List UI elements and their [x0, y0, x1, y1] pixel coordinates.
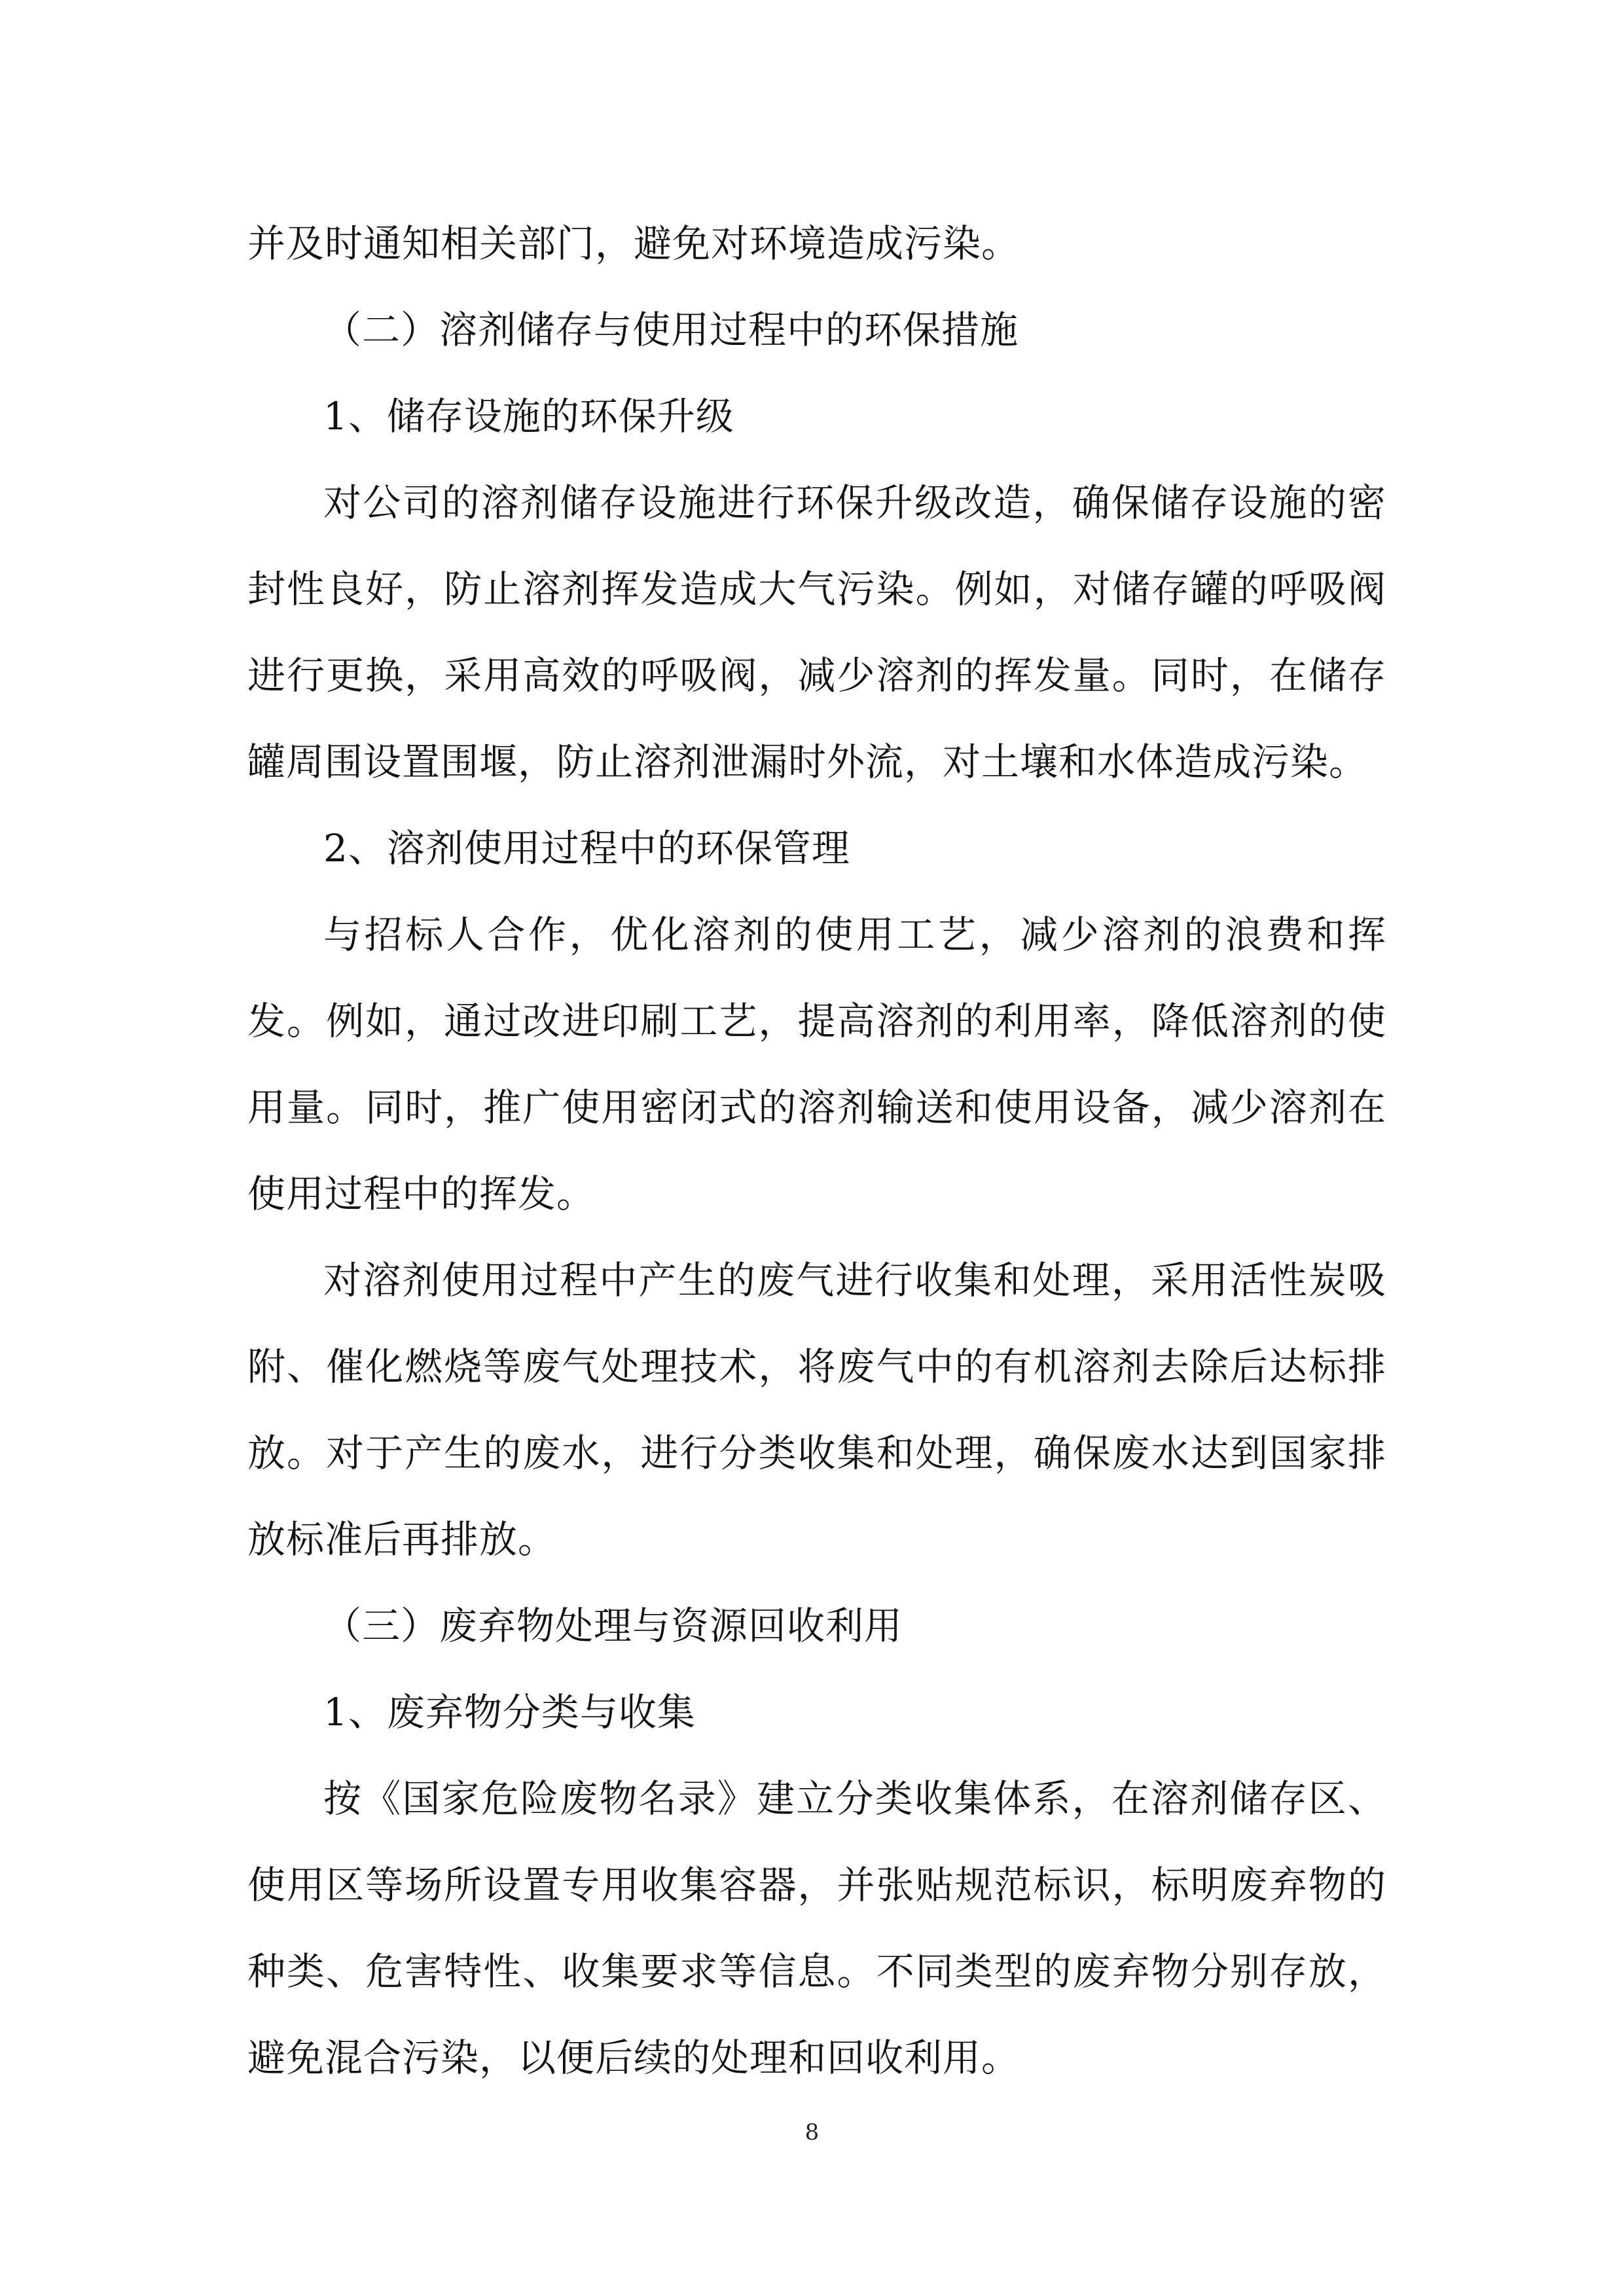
paragraph-storage-upgrade: 对公司的溶剂储存设施进行环保升级改造，确保储存设施的密封性良好，防止溶剂挥发造成大气污染。例如，对储存罐的呼吸阀进行更换，采用高效的呼吸阀，减少溶剂的挥发量。同时，在储存罐周围设置围堰，防止溶剂泄漏时外流，对土壤和水体造成污染。: [247, 480, 1386, 784]
section-heading-3: （三）废弃物处理与资源回收利用: [323, 1604, 903, 1648]
paragraph-waste-gas-treatment: 对溶剂使用过程中产生的废气进行收集和处理，采用活性炭吸附、催化燃烧等废气处理技术，将废气中的有机溶剂去除后达标排放。对于产生的废水，进行分类收集和处理，确保废水达到国家排放标准后再排放。: [247, 1258, 1386, 1562]
subheading-storage-upgrade: 1、储存设施的环保升级: [323, 394, 734, 439]
subheading-waste-classification: 1、废弃物分类与收集: [323, 1690, 696, 1734]
body-text: [247, 200, 1386, 2101]
paragraph-usage-process: 与招标人合作，优化溶剂的使用工艺，减少溶剂的浪费和挥发。例如，通过改进印刷工艺，提高溶剂的利用率，降低溶剂的使用量。同时，推广使用密闭式的溶剂输送和使用设备，减少溶剂在使用过程中的挥发。: [247, 912, 1386, 1216]
section-heading-2: （二）溶剂储存与使用过程中的环保措施: [323, 308, 1019, 352]
paragraph-waste-classification: 按《国家危险废物名录》建立分类收集体系，在溶剂储存区、使用区等场所设置专用收集容器，并张贴规范标识，标明废弃物的种类、危害特性、收集要求等信息。不同类型的废弃物分别存放，避免混合污染，以便后续的处理和回收利用。: [247, 1776, 1386, 2080]
paragraph-continuation: 并及时通知相关部门，避免对环境造成污染。: [247, 221, 1020, 266]
page-number: 8: [804, 2119, 820, 2145]
subheading-usage-management: 2、溶剂使用过程中的环保管理: [323, 826, 850, 870]
